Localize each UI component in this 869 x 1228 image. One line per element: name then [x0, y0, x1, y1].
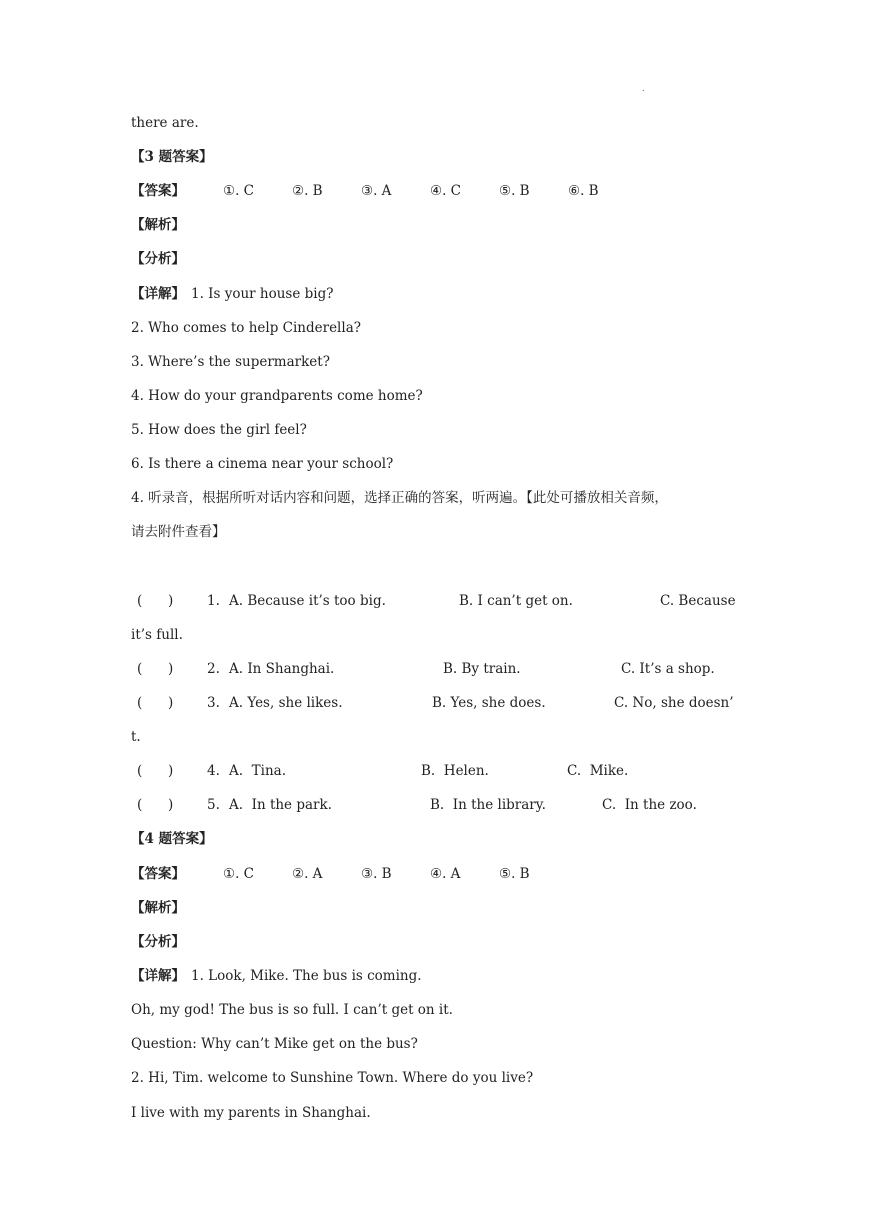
option-a: A. In the park.	[229, 797, 332, 813]
option-a: A. Tina.	[229, 763, 286, 779]
question-row	[131, 592, 751, 610]
question-number: 2.	[207, 661, 220, 677]
detail-label: 【详解】	[131, 968, 185, 984]
option-c: C. In the zoo.	[602, 797, 697, 813]
option-a: A. Because it’s too big.	[229, 593, 386, 609]
option-c: C. Mike.	[567, 763, 629, 779]
option-b: B. By train.	[443, 661, 521, 677]
answer-item: ②. B	[292, 183, 323, 199]
q3-title: 【3 题答案】	[131, 149, 213, 165]
q4-instruction: 4. 听录音，根据所听对话内容和问题，选择正确的答案，听两遍。【此处可播放相关音频，	[131, 490, 668, 506]
answer-blank: ( )	[137, 695, 174, 711]
q3-detail-row	[131, 285, 751, 303]
answer-item: ③. A	[361, 183, 392, 199]
option-c: C. No, she doesn’	[614, 695, 734, 711]
option-a: A. Yes, she likes.	[229, 695, 343, 711]
detail-line: I live with my parents in Shanghai.	[131, 1105, 371, 1121]
q4-detail-row	[131, 967, 751, 985]
option-b: B. Helen.	[421, 763, 489, 779]
detail-line: 5. How does the girl feel?	[131, 422, 307, 438]
answer-item: ④. C	[430, 183, 462, 199]
detail-line: Oh, my god! The bus is so full. I can’t get on it.	[131, 1002, 453, 1018]
answer-item: ①. C	[223, 183, 255, 199]
option-b: B. In the library.	[430, 797, 546, 813]
question-row	[131, 762, 751, 780]
answer-item: ③. B	[361, 866, 392, 882]
answer-item: ⑥. B	[568, 183, 599, 199]
detail-label: 【详解】	[131, 286, 185, 302]
detail-line: 1. Look, Mike. The bus is coming.	[191, 968, 422, 984]
question-number: 1.	[207, 593, 220, 609]
option-a: A. In Shanghai.	[229, 661, 335, 677]
detail-line: 6. Is there a cinema near your school?	[131, 456, 394, 472]
detail-line: 2. Hi, Tim. welcome to Sunshine Town. Where do you live?	[131, 1070, 534, 1086]
q4-answer-row	[131, 865, 751, 883]
question-number: 3.	[207, 695, 220, 711]
answer-item: ④. A	[430, 866, 461, 882]
answer-blank: ( )	[137, 661, 174, 677]
detail-line: 2. Who comes to help Cinderella?	[131, 320, 361, 336]
option-b: B. I can’t get on.	[459, 593, 573, 609]
answer-blank: ( )	[137, 797, 174, 813]
option-c: C. It’s a shop.	[621, 661, 715, 677]
q4-jiexi: 【解析】	[131, 900, 185, 916]
q3-answer-row	[131, 182, 751, 200]
question-number: 4.	[207, 763, 220, 779]
detail-line: 1. Is your house big?	[191, 286, 334, 302]
header-dot: .	[642, 84, 645, 93]
answer-item: ①. C	[223, 866, 255, 882]
q4-fenxi: 【分析】	[131, 934, 185, 950]
answer-label: 【答案】	[131, 183, 185, 199]
option-b: B. Yes, she does.	[432, 695, 546, 711]
text-line: there are.	[131, 115, 199, 131]
answer-blank: ( )	[137, 763, 174, 779]
option-c: C. Because	[660, 593, 736, 609]
question-row	[131, 694, 751, 712]
detail-line: Question: Why can’t Mike get on the bus?	[131, 1036, 418, 1052]
question-number: 5.	[207, 797, 220, 813]
answer-item: ②. A	[292, 866, 323, 882]
answer-item: ⑤. B	[499, 183, 530, 199]
q3-jiexi: 【解析】	[131, 217, 185, 233]
option-continuation: t.	[131, 729, 141, 745]
answer-label: 【答案】	[131, 866, 185, 882]
option-continuation: it’s full.	[131, 627, 183, 643]
question-row	[131, 660, 751, 678]
answer-item: ⑤. B	[499, 866, 530, 882]
q4-title: 【4 题答案】	[131, 831, 213, 847]
detail-line: 3. Where’s the supermarket?	[131, 354, 330, 370]
q3-fenxi: 【分析】	[131, 251, 185, 267]
q4-instruction-cont: 请去附件查看】	[131, 524, 226, 540]
answer-blank: ( )	[137, 593, 174, 609]
detail-line: 4. How do your grandparents come home?	[131, 388, 423, 404]
question-row	[131, 796, 751, 814]
